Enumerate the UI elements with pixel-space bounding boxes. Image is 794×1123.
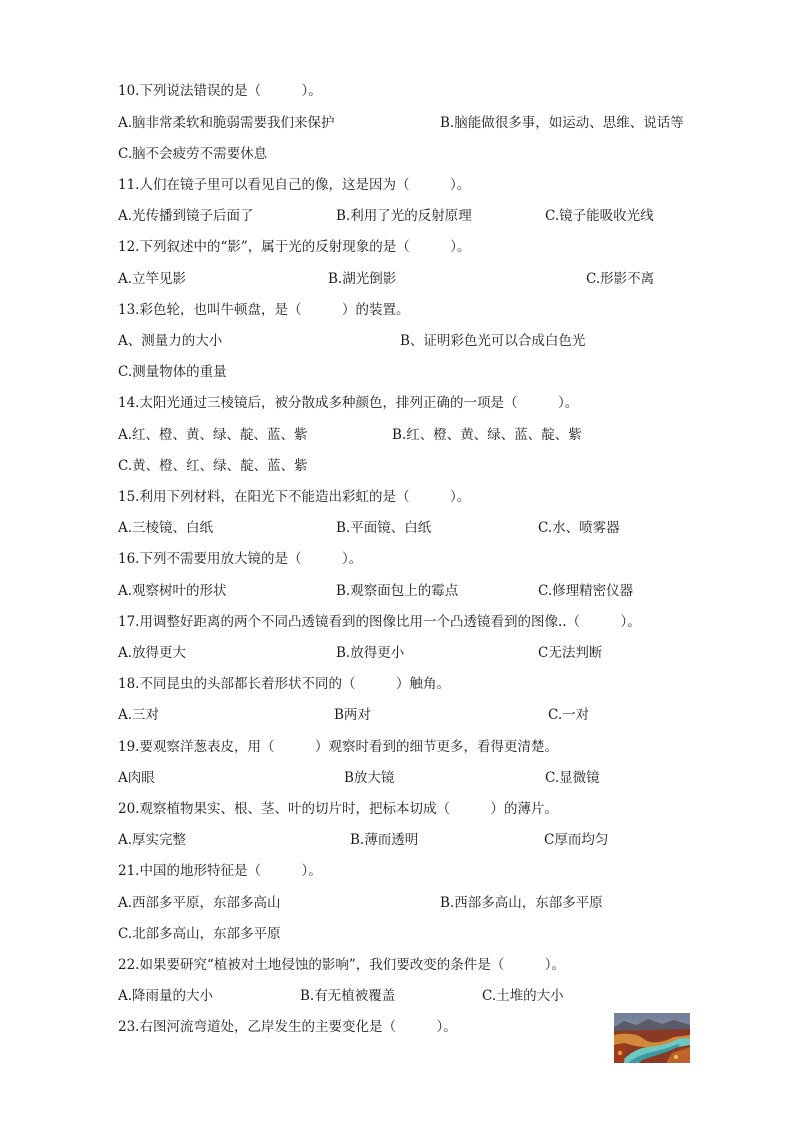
question-13-option-c: C.测量物体的重量 <box>118 364 227 380</box>
question-21-stem: 21.中国的地形特征是（ ）。 <box>118 863 322 879</box>
question-13-stem: 13.彩色轮，也叫牛顿盘，是（ ）的装置。 <box>118 302 410 318</box>
question-19-stem: 19.要观察洋葱表皮，用（ ）观察时看到的细节更多，看得更清楚。 <box>118 739 558 755</box>
question-23-stem: 23.右图河流弯道处，乙岸发生的主要变化是（ ）。 <box>118 1019 457 1035</box>
question-14-option-c: C.黄、橙、红、绿、靛、蓝、紫 <box>118 458 308 474</box>
question-15-option-a: A.三棱镜、白纸 <box>118 520 214 536</box>
question-14-option-a: A.红、橙、黄、绿、靛、蓝、紫 <box>118 427 308 443</box>
question-17-option-b: B.放得更小 <box>336 645 405 661</box>
question-22-option-a: A.降雨量的大小 <box>118 988 214 1004</box>
question-16-stem: 16.下列不需要用放大镜的是（ ）。 <box>118 551 363 567</box>
question-14-option-b: B.红、橙、黄、绿、蓝、靛、紫 <box>392 427 582 443</box>
question-16-option-a: A.观察树叶的形状 <box>118 583 227 599</box>
question-18-option-b: B两对 <box>334 707 371 723</box>
question-16-option-b: B.观察面包上的霉点 <box>336 583 459 599</box>
question-20-option-a: A.厚实完整 <box>118 832 187 848</box>
question-19-option-a: A肉眼 <box>118 770 155 786</box>
question-11-option-b: B.利用了光的反射原理 <box>336 208 472 224</box>
question-22-stem: 22.如果要研究“植被对土地侵蚀的影响”，我们要改变的条件是（ ）。 <box>118 957 566 973</box>
question-15-option-b: B.平面镜、白纸 <box>336 520 432 536</box>
question-16-option-c: C.修理精密仪器 <box>538 583 634 599</box>
question-10-option-b: B.脑能做很多事，如运动、思维、说话等 <box>440 115 684 131</box>
question-11-option-c: C.镜子能吸收光线 <box>545 208 654 224</box>
question-10-option-a: A.脑非常柔软和脆弱需要我们来保护 <box>118 115 335 131</box>
question-21-option-a: A.西部多平原，东部多高山 <box>118 895 281 911</box>
question-12-option-b: B.湖光倒影 <box>328 271 397 287</box>
question-22-option-c: C.土堆的大小 <box>482 988 564 1004</box>
river-bend-image <box>614 1013 690 1063</box>
question-20-option-c: C厚而均匀 <box>544 832 609 848</box>
question-10-option-c: C.脑不会疲劳不需要休息 <box>118 146 268 162</box>
question-15-option-c: C.水、喷雾器 <box>538 520 620 536</box>
question-10-stem: 10.下列说法错误的是（ ）。 <box>118 83 322 99</box>
question-17-option-c: C无法判断 <box>538 645 603 661</box>
question-13-option-a: A、测量力的大小 <box>118 333 223 349</box>
question-11-option-a: A.光传播到镜子后面了 <box>118 208 254 224</box>
question-13-option-b: B、证明彩色光可以合成白色光 <box>400 333 586 349</box>
question-20-option-b: B.薄而透明 <box>350 832 419 848</box>
question-20-stem: 20.观察植物果实、根、茎、叶的切片时，把标本切成（ ）的薄片。 <box>118 801 558 817</box>
question-21-option-b: B.西部多高山，东部多平原 <box>440 895 603 911</box>
question-17-stem: 17.用调整好距离的两个不同凸透镜看到的图像比用一个凸透镜看到的图像..（ ）。 <box>118 614 641 630</box>
question-19-option-b: B放大镜 <box>344 770 395 786</box>
question-12-option-c: C.形影不离 <box>586 271 655 287</box>
question-11-stem: 11.人们在镜子里可以看见自己的像，这是因为（ ）。 <box>118 177 471 193</box>
question-15-stem: 15.利用下列材料，在阳光下不能造出彩虹的是（ ）。 <box>118 489 471 505</box>
river-bend-photo <box>614 1013 690 1063</box>
question-21-option-c: C.北部多高山，东部多平原 <box>118 926 281 942</box>
question-14-stem: 14.太阳光通过三棱镜后，被分散成多种颜色，排列正确的一项是（ ）。 <box>118 395 579 411</box>
question-18-stem: 18.不同昆虫的头部都长着形状不同的（ ）触角。 <box>118 676 450 692</box>
question-19-option-c: C.显微镜 <box>545 770 600 786</box>
question-12-stem: 12.下列叙述中的“影”，属于光的反射现象的是（ ）。 <box>118 239 471 255</box>
question-18-option-a: A.三对 <box>118 707 160 723</box>
question-22-option-b: B.有无植被覆盖 <box>300 988 396 1004</box>
question-12-option-a: A.立竿见影 <box>118 271 187 287</box>
question-18-option-c: C.一对 <box>548 707 590 723</box>
question-17-option-a: A.放得更大 <box>118 645 187 661</box>
